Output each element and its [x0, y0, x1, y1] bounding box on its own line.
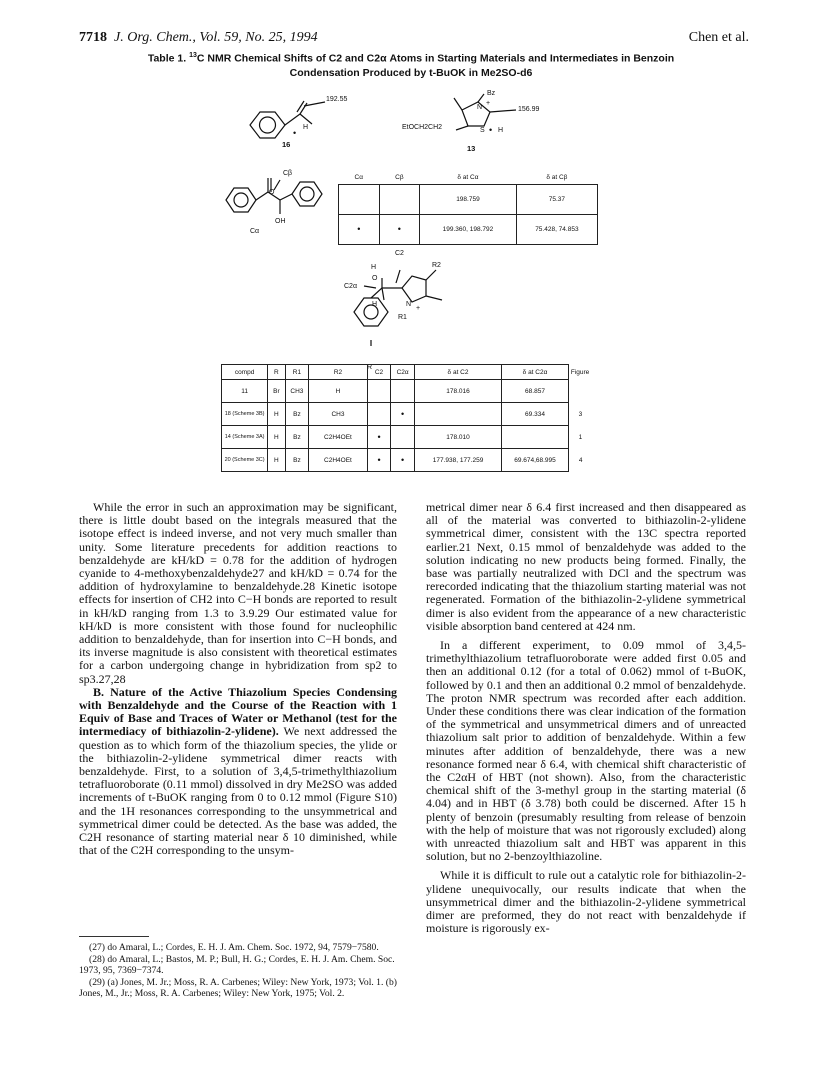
paragraph: While it is difficult to rule out a catalytic role for bithiazolin-2-ylidene unequivocally, our results indicate that when the unsymmetrical dimer and the bithiazolin-2-ylidene symmetrical dimer are preformed, they do not react with benzaldehyde if moisture is rigorously ex- — [426, 868, 746, 936]
journal-volume: Vol. 59, No. 25, 1994 — [199, 30, 318, 45]
cell-figure — [568, 380, 592, 403]
cell-figure: 4 — [578, 456, 583, 464]
c2-label: C2 — [395, 250, 404, 257]
benzoin-shift-table — [338, 172, 598, 245]
cell-compd: 14 (Scheme 3A) — [222, 426, 268, 449]
cell-shift-calpha: 198.759 — [420, 184, 517, 214]
cell-r2: C2H4OEt — [309, 426, 368, 449]
table-header-row — [222, 365, 593, 380]
cell-shift-c2: 178.010 — [414, 426, 501, 449]
running-header-authors: Chen et al. — [688, 30, 749, 45]
cbeta-label: Cβ — [283, 170, 293, 177]
r-label: R — [367, 364, 373, 371]
cell-shift-c2a: 69.334 — [502, 403, 569, 426]
cell-calpha — [339, 184, 380, 214]
h-label-16: H — [303, 124, 309, 131]
header-cbeta: Cβ — [395, 174, 404, 182]
cell-c2 — [367, 403, 391, 426]
isotope-superscript: 13 — [189, 52, 197, 59]
cell-shift-calpha: 199.360, 198.792 — [420, 214, 517, 244]
r2-label: R2 — [432, 262, 441, 269]
paragraph-text: We next addressed the question as to which form of the thiazolium species, the ylide or the bithiazolin-2-ylidene symmetrical dimer reacts with benzaldehyde. First, to a solution of 3,4,5-trimethylthiazolium tetrafluoroborate (0.11 mmol) dissolved in dry Me2SO was added increments of t-BuOK ranging from 0 to 0.12 mmol (Figure S10) and the 1H resonances corresponding to the unsymmetrical and symmetrical dimer could be detected. As the base was added, the C2H resonance of starting material near δ 10 diminished, while that of the C2H corresponding to the unsym- — [79, 724, 397, 858]
footnote-29: (29) (a) Jones, M. Jr.; Moss, R. A. Carbenes; Wiley: New York, 1973; Vol. 1. (b) Jones, M., Jr.; Moss, R. A. Carbenes; Wiley: New York, 1975; Vol. 2. — [79, 976, 397, 1000]
cell-shift-cbeta: 75.428, 74.853 — [516, 214, 597, 244]
n-label-13: N — [477, 104, 483, 111]
cell-c2a — [391, 426, 415, 449]
ethoxyethyl-label: EtOCH2CH2 — [402, 124, 443, 131]
cell-compd: 18 (Scheme 3B) — [222, 403, 268, 426]
footnote-rule — [79, 936, 149, 937]
header-c2a: C2α — [391, 365, 415, 380]
section-heading: B. Nature of the Active Thiazolium Species Condensing with Benzaldehyde and the Course of the Reaction with 1 Equiv of Base and Traces of Water or Methanol (test for the intermediacy of bithiazolin-2-ylidene). — [79, 684, 397, 739]
compound-number-16: 16 — [282, 140, 291, 149]
cell-r: Br — [268, 380, 285, 403]
table-row — [222, 380, 593, 403]
header-figure: Figure — [570, 368, 590, 376]
header-compd: compd — [222, 365, 268, 380]
section-paragraph — [79, 686, 397, 858]
page-number: 7718 — [79, 30, 107, 45]
cell-compd: 20 (Scheme 3C) — [222, 449, 268, 472]
shift-label-13: 156.99 — [518, 106, 540, 113]
thiazolium-structure — [440, 92, 550, 142]
cell-c2a — [391, 380, 415, 403]
cell-r2: CH3 — [309, 403, 368, 426]
dot-marker-16: • — [293, 128, 297, 138]
o-label: O — [372, 275, 378, 282]
cell-c2: • — [367, 426, 391, 449]
header-r: R — [268, 365, 285, 380]
header-shift-c2a: δ at C2α — [502, 365, 569, 380]
caption-line-1: C NMR Chemical Shifts of C2 and C2α Atoms in Starting Materials and Intermediates in Benzoin — [196, 52, 675, 65]
cell-r1: CH3 — [285, 380, 309, 403]
cell-c2a: • — [391, 449, 415, 472]
adduct-shift-table — [221, 364, 593, 472]
plus-label: + — [416, 305, 421, 312]
h-bottom-label: H — [372, 301, 378, 308]
table-row — [222, 403, 593, 426]
footnotes — [79, 942, 397, 1000]
table-row — [222, 449, 593, 472]
cell-shift-c2 — [414, 403, 501, 426]
cell-shift-c2: 178.016 — [414, 380, 501, 403]
n-label: N — [406, 301, 412, 308]
header-r1: R1 — [285, 365, 309, 380]
left-column — [79, 501, 397, 857]
bz-label: Bz — [487, 90, 496, 97]
h-top-label: H — [371, 264, 377, 271]
oh-label: OH — [275, 218, 286, 225]
cell-cbeta: • — [379, 214, 420, 244]
cell-shift-c2a: 69.674,68.995 — [502, 449, 569, 472]
benzaldehyde-structure — [240, 100, 350, 150]
cell-compd: 11 — [222, 380, 268, 403]
table-label: Table 1. — [147, 52, 187, 65]
header-shift-calpha: δ at Cα — [457, 174, 479, 182]
shift-label-16: 192.55 — [326, 96, 348, 103]
cell-shift-cbeta: 75.37 — [516, 184, 597, 214]
cell-c2: • — [367, 449, 391, 472]
paragraph: In a different experiment, to 0.09 mmol of 3,4,5-trimethylthiazolium tetrafluoroborate were added first 0.05 and then an additional 0.12 (for a total of 0.062) mmol of t-BuOK, followed by 0.1 and then an additional 0.2 mmol of benzaldehyde. The proton NMR spectrum was recorded after each addition. Under these conditions there was clear indication of the formation of the symmetrical and unsymmetrical dimers and of unreacted thiazolium salt prior to addition of benzaldehyde. Within a few minutes after addition of benzaldehyde, there was a new resonance formed near δ 6.4, with chemical shift characteristic of the C2αH of HBT (not shown). Also, from the characteristic chemical shift of the 3-methyl group in the starting material (δ 4.04) and in HBT (δ 3.78) both could be discerned. After 15 h plenty of benzoin (presumably resulting from release of benzoin with the help of moisture that was not rigorously excluded) along with unreacted thiazolium salt and HBT was apparent in this solution, but no 2-benzoylthiazoline. — [426, 638, 746, 864]
compound-number-13: 13 — [467, 144, 476, 153]
journal-name: J. Org. Chem., — [114, 30, 196, 45]
cell-figure: 1 — [578, 433, 583, 441]
footnote-28: (28) do Amaral, L.; Bastos, M. P.; Bull, H. G.; Cordes, E. H. J. Am. Chem. Soc. 1973, 95, 7369−7374. — [79, 953, 395, 977]
h-label-13: H — [498, 127, 504, 134]
footnote-27: (27) do Amaral, L.; Cordes, E. H. J. Am. Chem. Soc. 1972, 94, 7579−7580. — [89, 942, 379, 953]
r1-label: R1 — [398, 314, 407, 321]
header-shift-c2: δ at C2 — [414, 365, 501, 380]
c2a-label: C2α — [344, 283, 357, 290]
right-column — [426, 501, 746, 936]
table-row — [339, 184, 598, 214]
s-label-13: S — [480, 127, 485, 134]
header-c2: C2 — [367, 365, 391, 380]
cell-figure: 3 — [578, 410, 583, 418]
cell-r2: H — [309, 380, 368, 403]
cell-r: H — [268, 449, 285, 472]
dot-marker-13: • — [489, 125, 493, 135]
table-row — [222, 426, 593, 449]
header-shift-cbeta: δ at Cβ — [546, 174, 568, 182]
cell-calpha: • — [339, 214, 380, 244]
aromatic-circle — [260, 117, 276, 133]
cell-shift-c2: 177.938, 177.259 — [414, 449, 501, 472]
cell-r1: Bz — [285, 403, 309, 426]
header-calpha: Cα — [354, 174, 363, 182]
table-header-row — [339, 172, 598, 184]
caption-line-2: Condensation Produced by t-BuOK in Me2SO-d6 — [289, 66, 533, 79]
paragraph: While the error in such an approximation may be significant, there is little doubt based on the integrals measured that the isotope effect is indeed inverse, and not very much smaller than unity. Some literature precedents for addition reactions to benzaldehyde are kH/kD = 0.78 for the addition of hydrogen cyanide to 4-methoxybenzaldehyde27 and kH/kD = 0.74 for the addition of hydroxylamine to benzaldehyde.28 Kinetic isotope effects for insertion of CH2 into C−H bonds are reported to result in kH/kD ranging from 1.3 to 3.9.29 Our estimated value for kH/kD is more consistent with those found for nucleophilic addition to benzaldehyde, than for insertion into C−H bonds, and its inverse magnitude is also consistent with theoretical estimates for a carbon undergoing change in hybridization from sp2 to sp3.27,28 — [79, 500, 397, 686]
cell-r: H — [268, 403, 285, 426]
cell-cbeta — [379, 184, 420, 214]
cell-r: H — [268, 426, 285, 449]
benzoin-structure — [222, 170, 337, 235]
benzene-ring — [250, 112, 285, 138]
cell-r1: Bz — [285, 426, 309, 449]
running-header-left — [79, 30, 318, 46]
cell-shift-c2a: 68.857 — [502, 380, 569, 403]
header-r2: R2 — [309, 365, 368, 380]
paragraph: metrical dimer near δ 6.4 first increased and then disappeared as all of the material was converted to bithiazolin-2-ylidene symmetrical dimer, consistent with the 13C spectra reported earlier.21 Next, 0.15 mmol of benzaldehyde was added to the solution indicating no new products being formed. Finally, the base was partially neutralized with DCl and the spectrum was rerecorded indicating that the thiazolium starting material was not regenerated. Formation of the bithiazolin-2-ylidene symmetrical dimer is also evident from the appearance of a new characteristic visible absorption band centered at 424 nm. — [426, 500, 746, 633]
table-caption — [80, 49, 742, 80]
table-row — [339, 214, 598, 244]
cell-r2: C2H4OEt — [309, 449, 368, 472]
oxygen-label: O — [269, 189, 275, 196]
plus-label-13: + — [486, 100, 491, 107]
adduct-structure — [340, 250, 470, 370]
cell-c2a: • — [391, 403, 415, 426]
cell-c2 — [367, 380, 391, 403]
calpha-label: Cα — [250, 228, 260, 235]
cell-shift-c2a — [502, 426, 569, 449]
cell-r1: Bz — [285, 449, 309, 472]
